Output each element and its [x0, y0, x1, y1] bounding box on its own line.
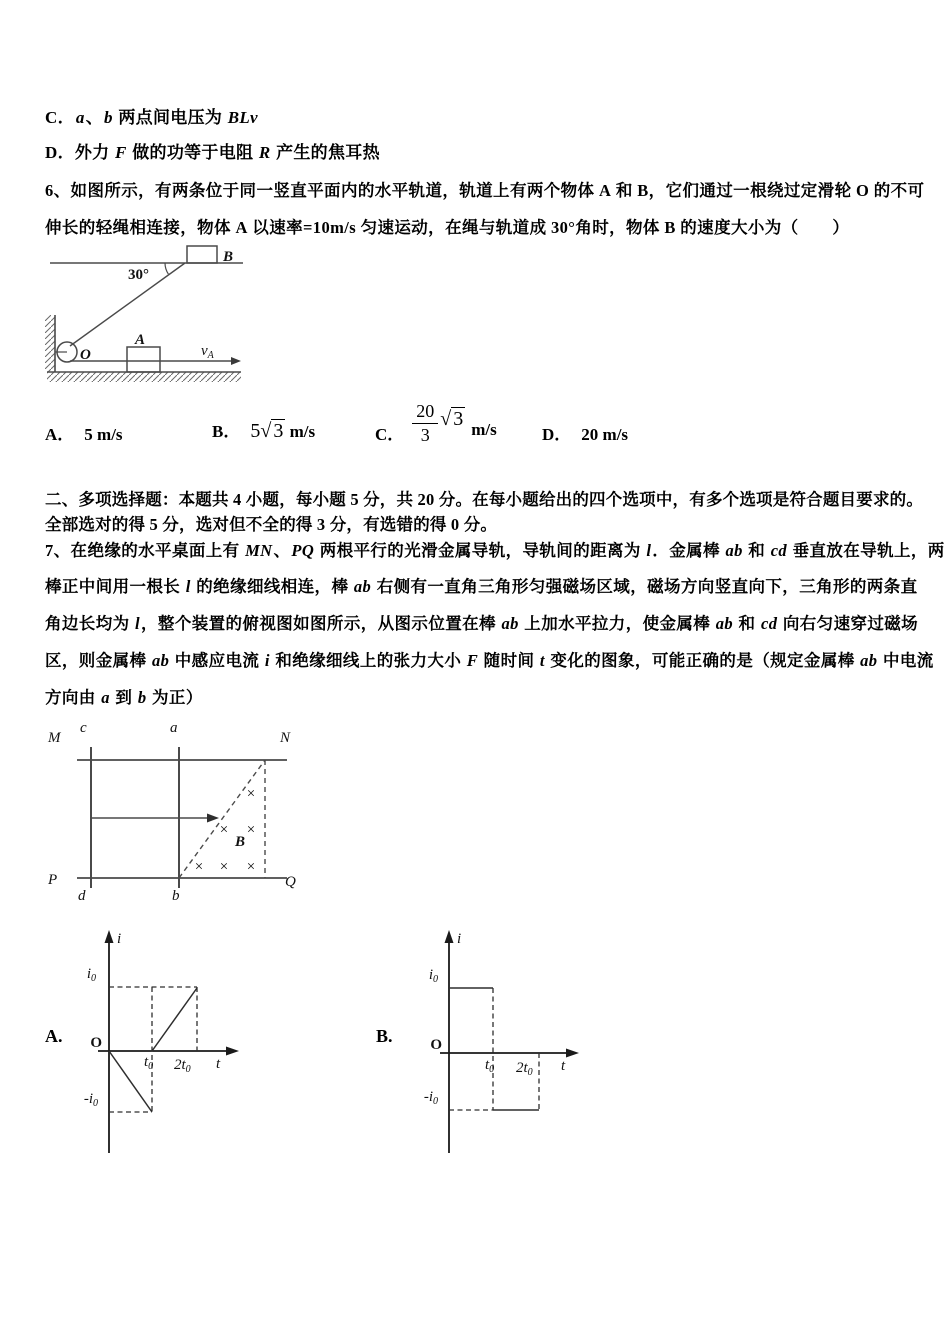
field-cross-icon: × [246, 822, 256, 838]
answer-option-b [212, 417, 315, 443]
bar-end-label-b: b [172, 888, 180, 904]
2t0-tick-label: $2t_0$ [174, 1057, 191, 1075]
angle-arc [165, 263, 168, 274]
answer-option-a [45, 420, 123, 445]
question-7-line-1: 7、在绝缘的水平桌面上有 MN、PQ 两根平行的光滑金属导轨，导轨间的距离为 l．金属棒 ab 和 cd 垂直放在导轨上，两 [45, 541, 945, 560]
fraction-numerator: 20 [412, 401, 438, 424]
i0-tick-label: $i_0$ [428, 967, 438, 985]
block-b [187, 246, 217, 263]
i-axis-label: i [117, 931, 122, 947]
answer-c-unit: m/s [471, 420, 497, 439]
y-axis-arrowhead [445, 930, 454, 943]
field-cross-icon: × [194, 859, 204, 875]
answer-b-coefficient: 5 [250, 420, 261, 442]
answer-d-value: 20 m/s [581, 425, 629, 444]
field-cross-icon: × [246, 786, 256, 802]
question-7-line-4: 区，则金属棒 ab 中感应电流 i 和绝缘细线上的张力大小 F 随时间 t 变化的图象，可能正确的是（规定金属棒 ab 中电流 [45, 651, 934, 670]
pull-arrowhead [207, 814, 219, 823]
question-7-line-2: 棒正中间用一根长 l 的绝缘细线相连，棒 ab 右侧有一直角三角形匀强磁场区域，磁场方向竖直向下，三角形的两条直 [45, 577, 918, 596]
wall-hatch [45, 315, 55, 372]
question-7-figure [42, 712, 312, 907]
graph-option-b [380, 925, 590, 1175]
pulley-label: O [80, 347, 91, 363]
x-axis-arrowhead [566, 1049, 579, 1058]
neg-i0-tick-label: $-i_0$ [423, 1089, 438, 1107]
origin-label: O [430, 1037, 442, 1053]
option-c-line: C．a、b 两点间电压为 BLv [45, 108, 258, 127]
question-7-line-3: 角边长均为 l，整个装置的俯视图如图所示，从图示位置在棒 ab 上加水平拉力，使金属棒 ab 和 cd 向右匀速穿过磁场 [45, 614, 919, 633]
graph-a-option-label: A. [45, 1026, 63, 1046]
question-7-line-5: 方向由 a 到 b 为正） [45, 688, 203, 707]
ground-hatch [47, 372, 241, 382]
answer-c-radicand: 3 [453, 408, 464, 430]
bar-end-label-a: a [170, 720, 178, 736]
graph-option-a [40, 925, 250, 1175]
answer-a-value: 5 m/s [84, 425, 123, 444]
radical-sign: √ [440, 408, 452, 430]
rail-label-m: M [48, 730, 61, 746]
question-6-line-2: 伸长的轻绳相连接，物体 A 以速率=10m/s 匀速运动，在绳与轨道成 30°角时，物体 B 的速度大小为（ ） [45, 218, 850, 237]
bar-end-label-c: c [80, 720, 87, 736]
angle-label: 30° [128, 267, 149, 283]
answer-c-label: C． [375, 425, 405, 444]
rail-label-p: P [48, 872, 58, 888]
neg-i0-tick-label: $-i_0$ [83, 1091, 98, 1109]
y-axis-arrowhead [105, 930, 114, 943]
graph-b-option-label: B. [376, 1026, 393, 1046]
answer-option-d [542, 420, 628, 445]
section-2-header-line-2: 全部选对的得 5 分，选对但不全的得 3 分，有选错的得 0 分。 [45, 515, 498, 534]
answer-d-label: D． [542, 425, 572, 444]
i0-tick-label: $i_0$ [86, 966, 96, 984]
rail-label-n: N [280, 730, 291, 746]
field-cross-icon: × [219, 822, 229, 838]
block-b-label: B [223, 249, 234, 265]
t-axis-label: t [216, 1056, 221, 1072]
origin-label: O [90, 1035, 102, 1051]
question-6-figure [45, 243, 245, 403]
velocity-label: $v_A$ [201, 343, 214, 361]
field-cross-icon: × [219, 859, 229, 875]
radical-sign: √ [260, 420, 272, 442]
block-a-label: A [135, 332, 146, 348]
i-axis-label: i [457, 931, 462, 947]
answer-a-label: A． [45, 425, 75, 444]
fraction-denominator: 3 [420, 425, 430, 445]
bar-end-label-d: d [78, 888, 86, 904]
rail-label-q: Q [285, 874, 296, 890]
t0-tick-label: $t_0$ [485, 1057, 495, 1075]
answer-b-radicand: 3 [273, 420, 284, 442]
2t0-tick-label: $2t_0$ [516, 1060, 533, 1078]
block-a [127, 347, 160, 372]
answer-b-unit: m/s [289, 422, 316, 441]
answer-option-c [375, 401, 497, 446]
current-segment-2 [152, 988, 197, 1051]
question-6-line-1: 6、如图所示，有两条位于同一竖直平面内的水平轨道，轨道上有两个物体 A 和 B，它们通过一根绕过定滑轮 O 的不可 [45, 181, 925, 200]
answer-c-radical [440, 408, 465, 431]
velocity-arrowhead [231, 357, 241, 365]
option-d-line: D．外力 F 做的功等于电阻 R 产生的焦耳热 [45, 143, 380, 162]
section-2-header-line-1: 二、多项选择题：本题共 4 小题，每小题 5 分，共 20 分。在每小题给出的四个选项中，有多个选项是符合题目要求的。 [45, 490, 924, 509]
t0-tick-label: $t_0$ [144, 1054, 154, 1072]
x-axis-arrowhead [226, 1047, 239, 1056]
t-axis-label: t [561, 1058, 566, 1074]
answer-c-fraction [412, 401, 438, 446]
answer-b-label: B． [212, 422, 241, 441]
field-label-b: B [235, 834, 246, 850]
field-cross-icon: × [246, 859, 256, 875]
